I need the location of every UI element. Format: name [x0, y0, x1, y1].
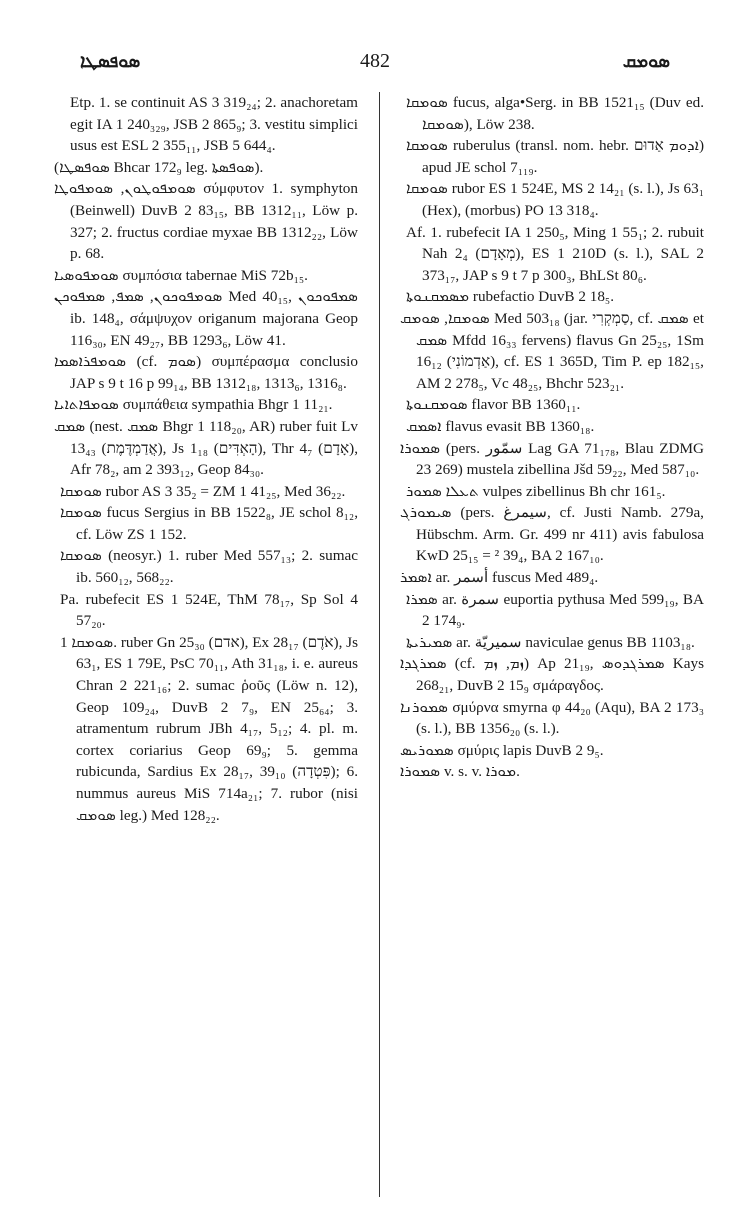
left-column	[54, 92, 358, 1197]
dictionary-entry: ܣܘܡܩܐ rubor ES 1 524E, MS 2 14₂₁ (s. l.), Js 63₁ (Hex), (morbus) PO 13 318₄.	[406, 180, 704, 219]
dictionary-entry: ܐܣܡܪ ar. أسمر fuscus Med 489₄.	[400, 569, 599, 587]
dictionary-entry: ܣܝܡܘܪܓ (pers. سیمرغ, cf. Justi Namb. 279a, Hübschm. Arm. Gr. 499 nr 411) avis fabulosa KwD 25₁₅ = ² 39₄, BA 2 167₁₀.	[400, 504, 704, 565]
left-running-head: ܣܘܦܣܛܐ	[80, 50, 141, 72]
dictionary-entry: ܣܘܡܦܐܬܐܝܐ συμπάθεια sympathia Bhgr 1 11₂₁.	[54, 396, 333, 414]
dictionary-entry: ܣܘܡܦܪܐܣܡܐ (cf. ܣܘܡ) συμπέρασμα conclusio JAP s 9 t 16 p 99₁₄, BB 1312₁₈, 1313₆, 1316₈.	[54, 353, 358, 392]
two-column-body	[54, 92, 704, 1197]
dictionary-entry: Af. 1. rubefecit IA 1 250₅, Ming 1 55₁; 2. rubuit Nah 2₄ (מְאָדָם), ES 1 210D (s. l.), SAL 2 373₁₇, JAP s 9 t 7 p 300₃, BhLSt 80₆.	[406, 223, 704, 284]
dictionary-entry: ܣܘܡܩܐ, ܣܘܡܩ Med 503₁₈ (jar. סַמְקְרִי, cf. ܣܡܩ et ܣܡܩ Mfdd 16₃₃ fervens) flavus Gn 25₂₅, 1Sm 16₁₂ (אַדְמוֹנִי), cf. ES 1 365D, Tim P. ep 182₁₅, AM 2 278₅, Vc 48₂₅, Bhchr 523₂₁.	[400, 309, 704, 392]
dictionary-entry: ܣܘܡܩܐ fucus, alga•Serg. in BB 1521₁₅ (Duv ed. ܣܘܡܩܐ), Löw 238.	[406, 94, 704, 133]
dictionary-entry: (ܣܘܦܣܛܐ Bhcar 172₉ leg. ܣܘܦܣܬܐ).	[54, 158, 264, 176]
page-number: 482	[360, 49, 390, 72]
dictionary-entry: ܣܘܡܩܐ fucus Sergius in BB 1522₈, JE schol 8₁₂, cf. Löw ZS 1 152.	[60, 504, 358, 543]
dictionary-entry: ܬܥܠܐ ܣܡܘܪ vulpes zibellinus Bh chr 161₅.	[406, 482, 666, 500]
dictionary-entry: ܣܡܘܪܐ (pers. سمّور Lag GA 71₁₇₈, Blau ZDMG 23 269) mustela zibellina Jšd 59₂₂, Med 587₁₀.	[400, 439, 704, 479]
page-header	[80, 44, 670, 78]
dictionary-entry: ܣܡܪܐ ar. سمرة euportia pythusa Med 599₁₉, BA 2 174₉.	[406, 590, 704, 630]
dictionary-entry: ܣܘܡܦܘܟܘܢ, ܣܡܦ, ܣܡܦܘܟܢ Med 40₁₅, ܣܡܦܘܟܘܢ ib. 148₄, σάμψυχον origanum majorana Geop 116₃₀, EN 49₂₇, BB 1293₆, Löw 41.	[54, 288, 358, 349]
dictionary-entry: ܣܡܘܪܝܣ σμύρις lapis DuvB 2 9₅.	[400, 741, 604, 759]
right-running-head: ܣܘܡܩ	[622, 50, 670, 72]
dictionary-entry: ܣܘܡܩܐ 1. ruber Gn 25₃₀ (אדם), Ex 28₁₇ (אֹדֶם), Js 63₁, ES 1 79E, PsC 70₁₁, Ath 31₁₈, i. e. aureus Chran 2 221₁₆; 2. sumac ῥοῦς (Löw n. 12), Geop 109₂₄, DuvB 2 7₉, EN 25₆₄; 3. atramentum rubrum JBh 4₁₇, 5₁₂; 4. pl. m. cortex coriarius Geop 69₉; 5. gemma rubicunda, Sardius Ex 28₁₇, 39₁₀ (פִּטְדָה); 6. nummus aureus MiS 714a₂₁; 7. rubor (nisi ܣܘܡܩ leg.) Med 128₂₂.	[60, 633, 358, 824]
dictionary-entry: ܣܡܝܪܝܬܐ ar. سميريّة naviculae genus BB 1103₁₈.	[406, 633, 695, 651]
column-divider	[379, 92, 380, 1197]
dictionary-entry: ܣܘܡܦܘܣܝܐ συμπόσια tabernae MiS 72b₁₅.	[54, 266, 308, 284]
dictionary-entry: ܣܘܡܩܐ (neosyr.) 1. ruber Med 557₁₃; 2. sumac ib. 560₁₂, 568₂₂.	[60, 547, 358, 587]
dictionary-entry: ܣܘܡܦܘܛܘܢ, ܣܘܡܦܘܛܐ σύμφυτον 1. symphyton (Beinwell) DuvB 2 83₁₅, BB 1312₁₁, Löw p. 327; 2. fructus cordiae myxae BB 1312₂₂, Löw p. 68.	[54, 180, 358, 263]
dictionary-entry: ܣܡܪܓܕܐ (cf. ܙܡ, ܙܡ) Ap 21₁₉, ܣܡܪܓܕܘܣ Kays 268₂₁, DuvB 2 15₉ σμάραγδος.	[400, 655, 704, 695]
dictionary-entry: ܐܣܡܩ flavus evasit BB 1360₁₈.	[406, 417, 595, 435]
dictionary-entry: ܣܘܡܩܐ rubor AS 3 35₂ = ZM 1 41₂₅, Med 36₂₂.	[60, 482, 346, 500]
dictionary-entry: ܣܡܘܪܐ v. s. v. ܡܘܪܐ.	[400, 763, 520, 781]
dictionary-entry: Etp. 1. se continuit AS 3 319₂₄; 2. anachoretam egit IA 1 240₃₂₉, JSB 2 865₉; 3. vestitu simplici usus est ESL 2 355₁₁, JSB 5 644₄.	[70, 94, 358, 155]
dictionary-entry: ܡܣܡܩܢܘܬܐ rubefactio DuvB 2 18₅.	[406, 288, 615, 306]
dictionary-entry: ܣܘܡܩܐ ruberulus (transl. nom. hebr. ܐܕܘܡ אַדוּם) apud JE schol 7₁₁₉.	[406, 137, 704, 176]
dictionary-entry: ܣܡܩ (nest. ܣܡܩ Bhgr 1 118₂₀, AR) ruber fuit Lv 13₄₃ (אֲדַמְדֶּמֶת), Js 1₁₈ (הָאְדִּים), Thr 4₇ (אָדָם), Afr 78₂, am 2 393₁₂, Geop 84₃₀.	[54, 417, 358, 479]
right-column	[400, 92, 704, 1197]
dictionary-entry: ܣܡܘܪܢܐ σμύρνα smyrna φ 44₂₀ (Aqu), BA 2 173₃ (s. l.), BB 1356₂₀ (s. l.).	[400, 698, 704, 738]
dictionary-entry: Pa. rubefecit ES 1 524E, ThM 78₁₇, Sp Sol 4 57₂₀.	[60, 590, 358, 630]
dictionary-entry: ܣܘܡܩܢܘܬܐ flavor BB 1360₁₁.	[406, 396, 581, 414]
